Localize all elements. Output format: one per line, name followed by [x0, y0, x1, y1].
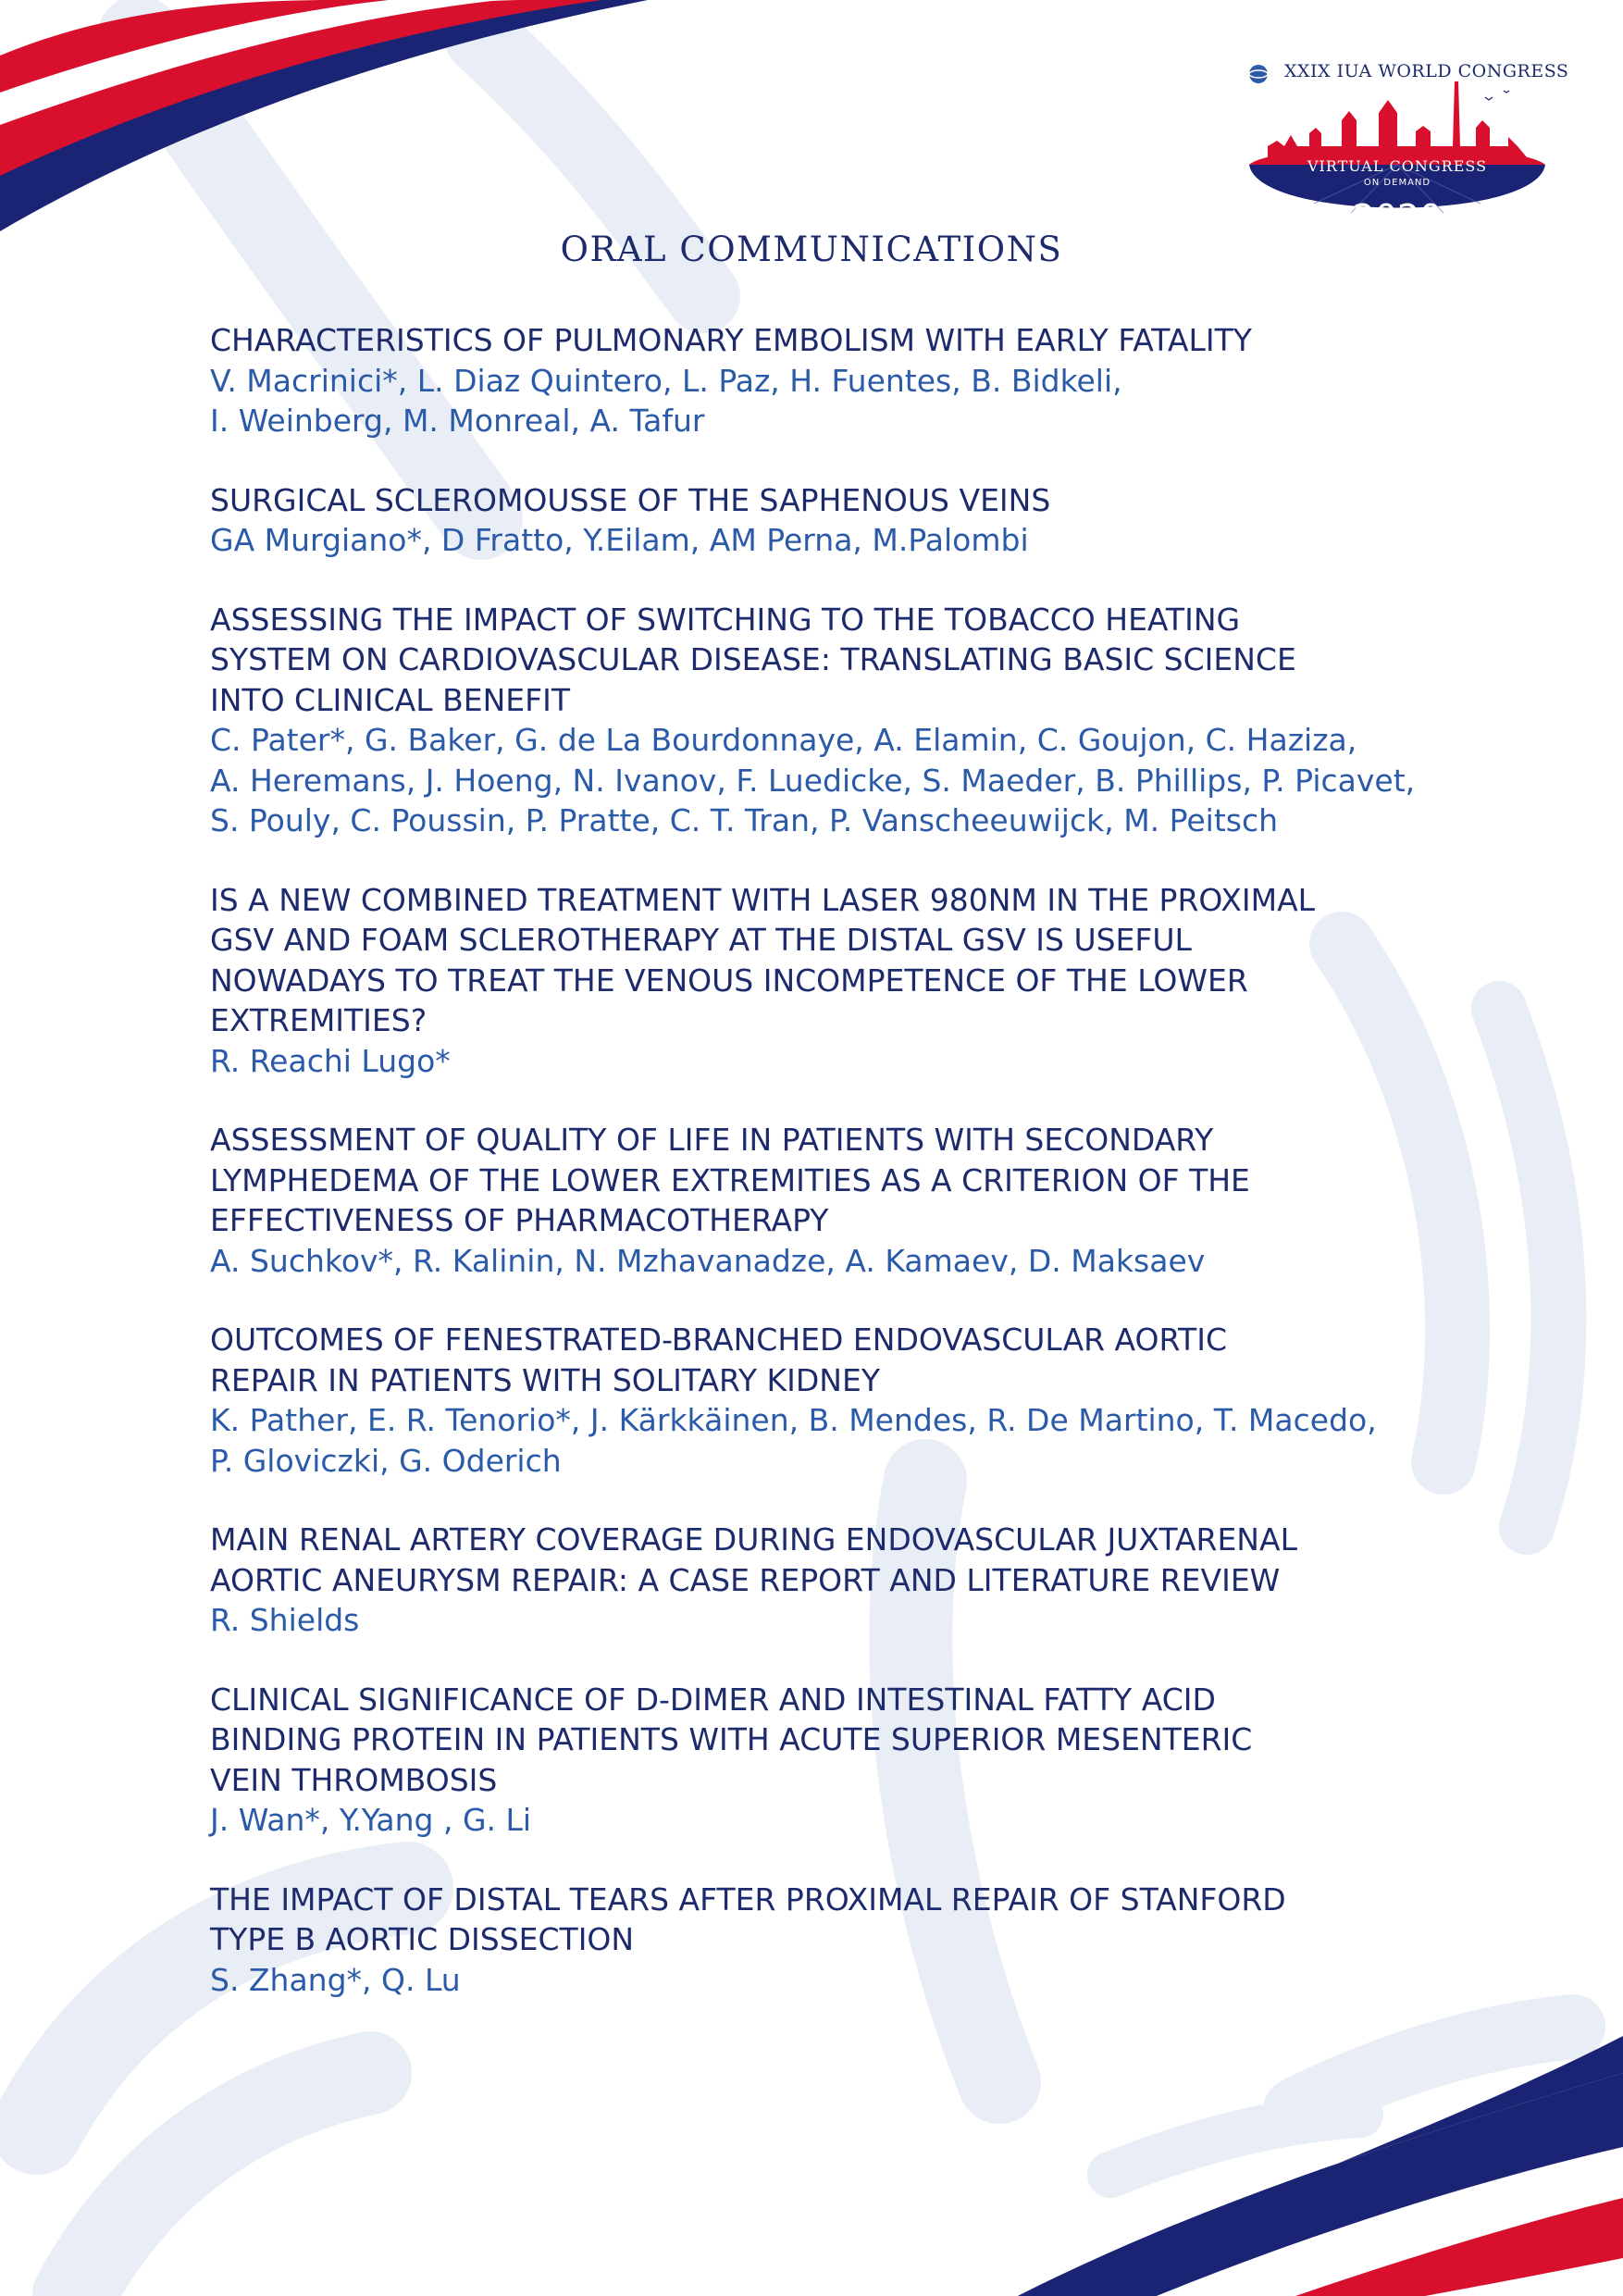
abstract-title-line: VEIN THROMBOSIS [210, 1761, 498, 1798]
abstract-entry [210, 1880, 1441, 2001]
abstract-title-line: OUTCOMES OF FENESTRATED-BRANCHED ENDOVASCULAR AORTIC [210, 1322, 1227, 1358]
abstract-authors-line: J. Wan*, Y.Yang , G. Li [210, 1802, 532, 1838]
abstract-authors-line: S. Pouly, C. Poussin, P. Pratte, C. T. Tran, P. Vanscheeuwijck, M. Peitsch [210, 802, 1279, 838]
abstract-authors-line: C. Pater*, G. Baker, G. de La Bourdonnaye, A. Elamin, C. Goujon, C. Haziza, [210, 722, 1357, 758]
abstract-title-line: IS A NEW COMBINED TREATMENT WITH LASER 980NM IN THE PROXIMAL [210, 881, 1316, 918]
abstract-title-line: CHARACTERISTICS OF PULMONARY EMBOLISM WITH EARLY FATALITY [210, 322, 1252, 358]
banner-line2: ON DEMAND [1363, 178, 1431, 188]
abstract-title-line: CLINICAL SIGNIFICANCE OF D-DIMER AND INTESTINAL FATTY ACID [210, 1681, 1216, 1718]
abstract-authors-line: A. Heremans, J. Hoeng, N. Ivanov, F. Luedicke, S. Maeder, B. Phillips, P. Picavet, [210, 762, 1416, 799]
congress-name: XXIX IUA WORLD CONGRESS [1284, 61, 1569, 81]
abstract-entry [210, 1680, 1441, 1841]
abstract-list [210, 320, 1441, 2039]
abstract-authors-line: V. Macrinici*, L. Diaz Quintero, L. Paz, H. Fuentes, B. Bidkeli, [210, 362, 1122, 399]
abstract-authors-line: S. Zhang*, Q. Lu [210, 1961, 461, 1998]
section-title: ORAL COMMUNICATIONS [560, 230, 1063, 269]
abstract-entry [210, 1120, 1441, 1281]
abstract-authors-line: P. Gloviczki, G. Oderich [210, 1442, 562, 1479]
abstract-title-line: ASSESSING THE IMPACT OF SWITCHING TO THE TOBACCO HEATING [210, 601, 1241, 638]
abstract-entry [210, 320, 1441, 441]
abstract-entry [210, 1520, 1441, 1641]
abstract-title-line: EFFECTIVENESS OF PHARMACOTHERAPY [210, 1202, 829, 1238]
abstract-title-line: REPAIR IN PATIENTS WITH SOLITARY KIDNEY [210, 1361, 881, 1398]
banner-line1: VIRTUAL CONGRESS [1307, 157, 1488, 175]
abstract-title-line: EXTREMITIES? [210, 1002, 427, 1038]
abstract-entry [210, 480, 1441, 561]
abstract-title-line: AORTIC ANEURYSM REPAIR: A CASE REPORT AND LITERATURE REVIEW [210, 1561, 1281, 1598]
abstract-title-line: GSV AND FOAM SCLEROTHERAPY AT THE DISTAL GSV IS USEFUL [210, 922, 1192, 958]
abstract-authors-line: K. Pather, E. R. Tenorio*, J. Kärkkäinen, B. Mendes, R. De Martino, T. Macedo, [210, 1402, 1377, 1438]
abstract-authors-line: R. Reachi Lugo* [210, 1042, 451, 1079]
abstract-authors-line: GA Murgiano*, D Fratto, Y.Eilam, AM Perna, M.Palombi [210, 522, 1029, 558]
abstract-title-line: TYPE B AORTIC DISSECTION [210, 1921, 635, 1957]
abstract-title-line: LYMPHEDEMA OF THE LOWER EXTREMITIES AS A CRITERION OF THE [210, 1161, 1250, 1198]
abstract-entry [210, 1320, 1441, 1481]
abstract-title-line: INTO CLINICAL BENEFIT [210, 681, 571, 718]
abstract-title-line: THE IMPACT OF DISTAL TEARS AFTER PROXIMAL REPAIR OF STANFORD [210, 1880, 1286, 1917]
abstract-title-line: MAIN RENAL ARTERY COVERAGE DURING ENDOVASCULAR JUXTARENAL [210, 1521, 1297, 1558]
abstract-entry [210, 880, 1441, 1082]
abstract-title-line: SURGICAL SCLEROMOUSSE OF THE SAPHENOUS VEINS [210, 481, 1051, 518]
abstract-authors-line: R. Shields [210, 1602, 360, 1638]
congress-year: 2020 [1352, 197, 1443, 238]
abstract-authors-line: I. Weinberg, M. Monreal, A. Tafur [210, 403, 705, 439]
abstract-title-line: BINDING PROTEIN IN PATIENTS WITH ACUTE SUPERIOR MESENTERIC [210, 1721, 1253, 1757]
abstract-title-line: ASSESSMENT OF QUALITY OF LIFE IN PATIENTS WITH SECONDARY [210, 1122, 1214, 1158]
abstract-entry [210, 600, 1441, 841]
abstract-authors-line: A. Suchkov*, R. Kalinin, N. Mzhavanadze, A. Kamaev, D. Maksaev [210, 1242, 1206, 1279]
abstract-title-line: NOWADAYS TO TREAT THE VENOUS INCOMPETENCE OF THE LOWER [210, 962, 1248, 999]
abstract-title-line: SYSTEM ON CARDIOVASCULAR DISEASE: TRANSLATING BASIC SCIENCE [210, 641, 1296, 677]
